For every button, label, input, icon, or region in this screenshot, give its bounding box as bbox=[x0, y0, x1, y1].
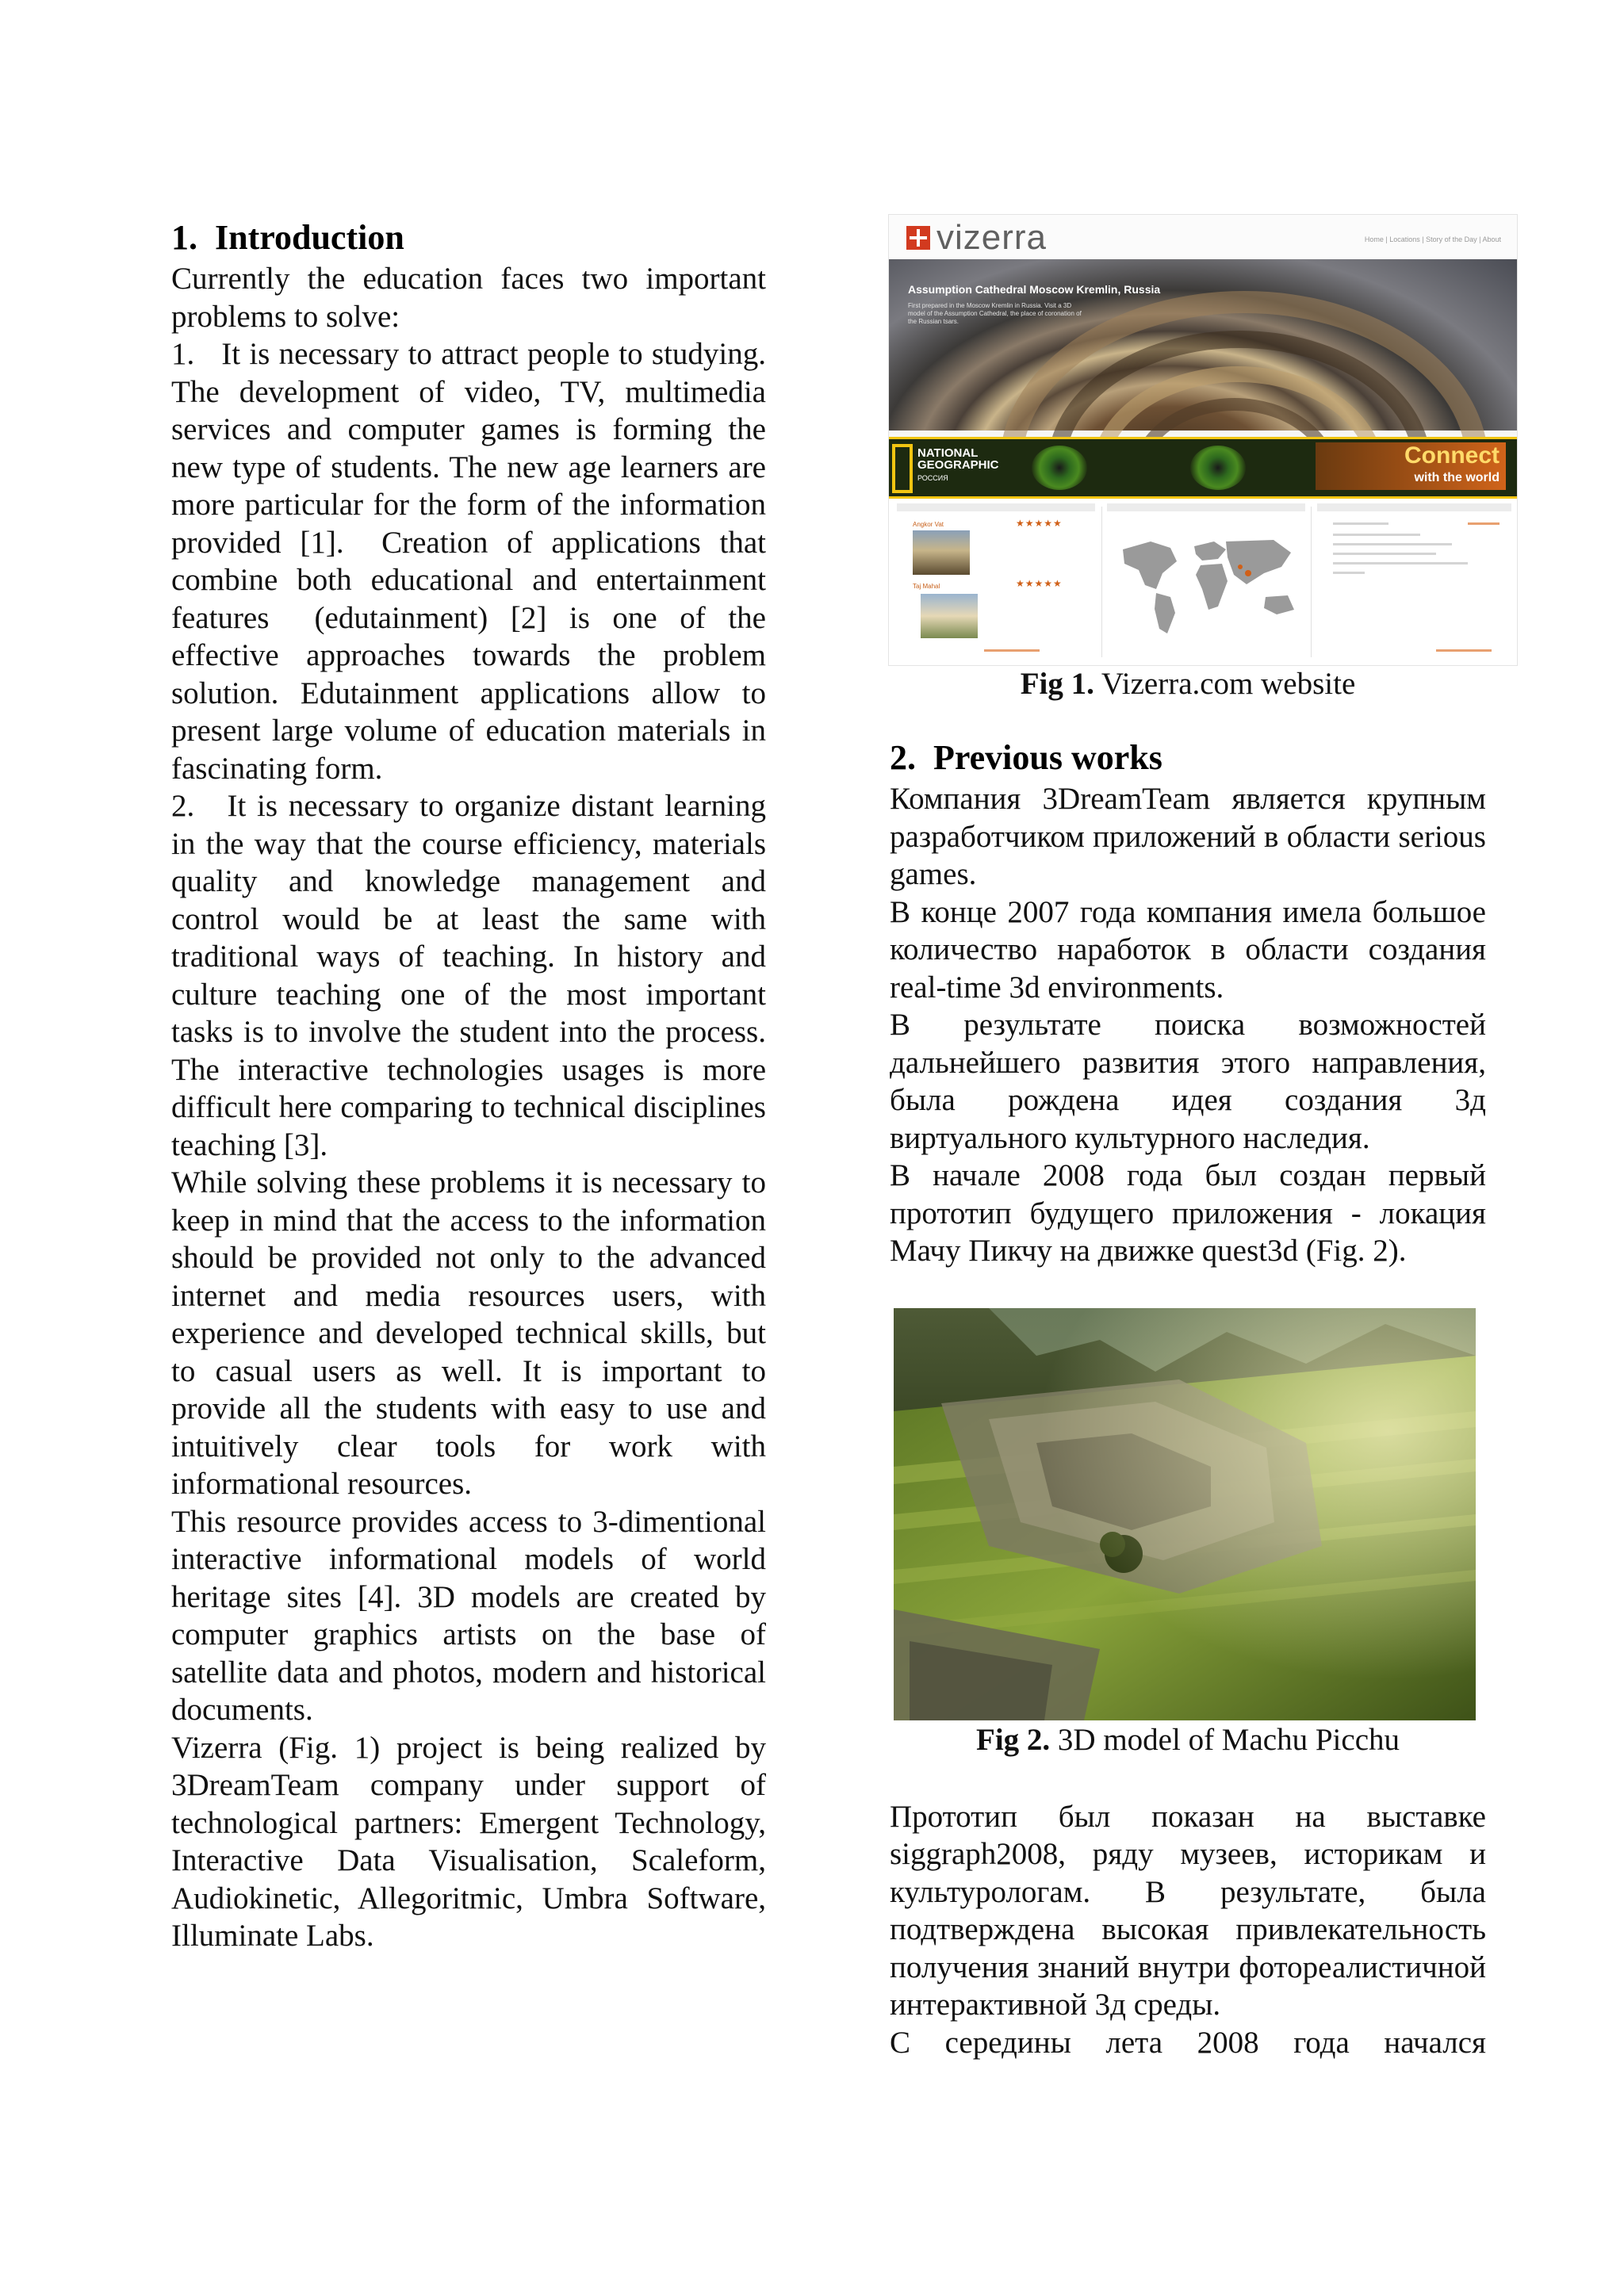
site-content-area bbox=[889, 499, 1517, 665]
hero-cathedral-image bbox=[889, 259, 1517, 430]
end-2007-paragraph: В конце 2007 года компания имела большое количество наработок в области создания real-time 3d environments. bbox=[890, 894, 1486, 1004]
connect-text: Connect bbox=[1404, 442, 1500, 469]
right-column bbox=[890, 216, 1501, 2061]
column-header-bar bbox=[897, 503, 1095, 511]
vizerra-website-screenshot bbox=[888, 214, 1518, 666]
angkor-thumbnail[interactable] bbox=[913, 530, 970, 575]
taj-mahal-thumbnail[interactable] bbox=[921, 594, 978, 638]
frog-eye-left-icon bbox=[1032, 446, 1087, 490]
siggraph-paragraph: Прототип был показан на выставке siggraph2008, ряду музеев, историкам и культурологам. В результате, была подтверждена высокая привлекательность получения знаний внутри фотореалистичной интерактивной 3д среды. bbox=[890, 1799, 1486, 2022]
column-header-bar bbox=[1107, 503, 1305, 511]
connect-subtext: with the world bbox=[1414, 471, 1500, 484]
frog-eye-right-icon bbox=[1190, 446, 1246, 490]
list-item-link[interactable]: Angkor Vat bbox=[913, 521, 944, 528]
figure-2-text: 3D model of Machu Picchu bbox=[1050, 1722, 1400, 1757]
hero-title: Assumption Cathedral Moscow Kremlin, Russia bbox=[908, 283, 1161, 296]
rating-stars: ★★★★★ bbox=[1016, 518, 1063, 529]
prototype-paragraph: В начале 2008 года был создан первый прототип будущего приложения - локация Мачу Пикчу на движке quest3d (Fig. 2). bbox=[890, 1158, 1486, 1268]
machu-picchu-render bbox=[894, 1308, 1476, 1720]
world-map[interactable] bbox=[1107, 518, 1305, 641]
vizerra-logo-text: vizerra bbox=[936, 218, 1048, 257]
vizerra-paragraph: Vizerra (Fig. 1) project is being realized by 3DreamTeam company under support of technological partners: Emergent Technology, Interactive Data Visualisation, Scaleform, Audiokinetic, Allegoritmic, Umbra Software, Illuminate Labs. bbox=[171, 1730, 766, 1953]
ng-brand-sub: РОССИЯ bbox=[917, 474, 948, 482]
intro-paragraph: Currently the education faces two important problems to solve: bbox=[171, 262, 766, 334]
list-item-link[interactable]: Taj Mahal bbox=[913, 583, 940, 590]
figure-2-caption bbox=[890, 1720, 1486, 1760]
ng-brand-text bbox=[917, 447, 1013, 484]
left-column bbox=[171, 216, 766, 1955]
figure-1-text: Vizerra.com website bbox=[1094, 667, 1356, 701]
national-geographic-banner bbox=[889, 437, 1517, 499]
rating-stars: ★★★★★ bbox=[1016, 578, 1063, 589]
machu-picchu-image bbox=[894, 1308, 1476, 1720]
problem-1-paragraph: 1. It is necessary to attract people to studying. The development of video, TV, multimedia services and computer games is forming the new type of students. The new age learners are more particular for the form of the information provided [1]. Creation of applications that combine both educational and entertainment features (edutainment) [2] is one of the effective approaches towards the problem solution. Edutainment applications allow to present large volume of education materials in fascinating form. bbox=[171, 337, 766, 786]
site-nav: Home | Locations | Story of the Day | About bbox=[1364, 235, 1501, 243]
access-paragraph: While solving these problems it is necessary to keep in mind that the access to the information should be provided not only to the advanced internet and media resources users, with experience and developed technical skills, but to casual users as well. It is important to provide all the students with easy to use and intuitively clear tools for work with informational resources. bbox=[171, 1165, 766, 1501]
column-header-bar bbox=[1317, 503, 1511, 511]
company-paragraph: Компания 3DreamTeam является крупным разработчиком приложений в области serious games. bbox=[890, 782, 1486, 891]
figure-2-label: Fig 2. bbox=[976, 1722, 1051, 1757]
vizerra-logo-icon bbox=[906, 226, 930, 250]
figure-1 bbox=[890, 214, 1501, 704]
search-paragraph: В результате поиска возможностей дальнейшего развития этого направления, была рождена идея создания 3д виртуального культурного наследия. bbox=[890, 1008, 1486, 1155]
section-heading-introduction: 1. Introduction bbox=[171, 218, 404, 257]
figure-1-caption bbox=[890, 664, 1486, 704]
summer-2008-paragraph: С середины лета 2008 года начался bbox=[890, 2025, 1486, 2060]
problem-2-paragraph: 2. It is necessary to organize distant learning in the way that the course efficiency, materials quality and knowledge management and control would be at least the same with traditional ways of teaching. In history and culture teaching one of the most important tasks is to involve the student into the process. The interactive technologies usages is more difficult here comparing to technical disciplines teaching [3]. bbox=[171, 789, 766, 1162]
ng-yellow-frame-icon bbox=[892, 444, 913, 493]
ng-brand-name: NATIONAL GEOGRAPHIC bbox=[917, 446, 999, 472]
site-header bbox=[889, 215, 1517, 259]
resource-paragraph: This resource provides access to 3-dimentional interactive informational models of world heritage sites [4]. 3D models are created by computer graphics artists on the base of satellite data and photos, modern and historical documents. bbox=[171, 1504, 766, 1727]
figure-1-label: Fig 1. bbox=[1020, 667, 1094, 701]
section-heading-previous-works: 2. Previous works bbox=[890, 738, 1162, 777]
hero-subtitle: First prepared in the Moscow Kremlin in Russia. Visit a 3D model of the Assumption Cathedral, the place of coronation of the Russian tsars. bbox=[908, 302, 1082, 325]
figure-2 bbox=[890, 1308, 1486, 1760]
